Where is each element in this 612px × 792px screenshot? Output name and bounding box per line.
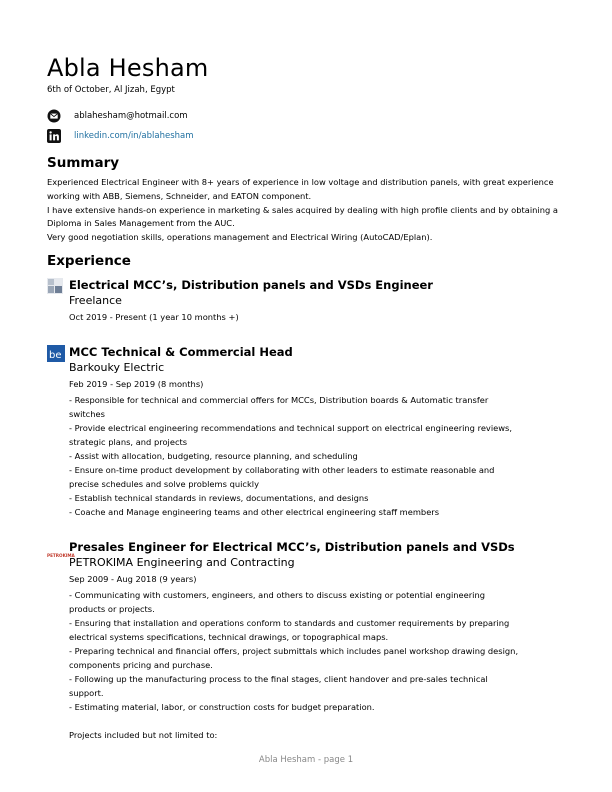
job-duty: - Coache and Manage engineering teams and other electrical engineering staff members — [69, 507, 440, 517]
petrokima-logo-text: PETROKIMA — [47, 553, 75, 558]
linkedin-row — [47, 129, 194, 143]
summary-heading: Summary — [47, 155, 120, 171]
job-duty: - Ensure on-time product development by collaborating with other leaders to estimate reasonable and precise schedules and solve problems quickly — [69, 465, 495, 489]
barkouky-logo-icon — [47, 345, 63, 361]
job-duty: - Establish technical standards in reviews, documentations, and designs — [69, 493, 369, 503]
summary-paragraph: Experienced Electrical Engineer with 8+ years of experience in low voltage and distribution panels, with great experience working with ABB, Siemens, Schneider, and EATON component. — [47, 177, 554, 201]
candidate-location: 6th of October, Al Jizah, Egypt — [47, 85, 175, 95]
job-duty: - Preparing technical and financial offers, project submittals which includes panel workshop drawing design, components pricing and purchase. — [69, 646, 519, 670]
page-footer: Abla Hesham - page 1 — [258, 755, 354, 765]
summary-paragraph: I have extensive hands-on experience in marketing & sales acquired by dealing with high profile clients and by obtaining a Diploma in Sales Management from the AUC. — [47, 204, 558, 229]
projects-label: Projects included but not limited to: — [69, 730, 218, 740]
summary-paragraph: Very good negotiation skills, operations management and Electrical Wiring (AutoCAD/Eplan). — [47, 232, 433, 243]
job-duty: - Ensuring that installation and operations conform to standards and customer requirements by preparing electrical systems specifications, technical drawings, or topographical maps. — [69, 618, 510, 642]
job-title: MCC Technical & Commercial Head — [69, 345, 293, 359]
job-title: Electrical MCC’s, Distribution panels and VSDs Engineer — [69, 278, 433, 292]
job-company: PETROKIMA Engineering and Contracting — [69, 556, 295, 569]
spacer — [69, 714, 521, 728]
job-entry — [47, 345, 577, 525]
petrokima-logo-icon — [47, 544, 75, 560]
summary-section — [47, 176, 577, 245]
job-company: Barkouky Electric — [69, 361, 165, 374]
job-duty: - Following up the manufacturing process to the final stages, client handover and pre-sales technical support. — [69, 674, 488, 698]
linkedin-link[interactable]: linkedin.com/in/ablahesham — [74, 131, 194, 141]
job-dates: Feb 2019 - Sep 2019 (8 months) — [69, 379, 204, 389]
job-duty: - Communicating with customers, engineers, and others to discuss existing or potential engineering products or projects. — [69, 590, 485, 614]
job-duty: - Provide electrical engineering recommendations and technical support on electrical engineering reviews, strategic plans, and projects — [69, 423, 512, 447]
job-entry — [47, 278, 577, 328]
barkouky-logo-text: be — [49, 350, 62, 361]
email-row — [47, 109, 188, 123]
job-duty: - Assist with allocation, budgeting, resource planning, and scheduling — [69, 451, 358, 461]
job-company: Freelance — [69, 294, 122, 307]
email-address[interactable]: ablahesham@hotmail.com — [74, 111, 188, 121]
experience-heading: Experience — [47, 253, 131, 269]
candidate-name: Abla Hesham — [47, 54, 209, 82]
linkedin-icon — [47, 129, 61, 143]
freelance-logo-icon — [47, 278, 63, 294]
job-description — [69, 588, 521, 742]
job-dates: Sep 2009 - Aug 2018 (9 years) — [69, 574, 197, 584]
job-dates: Oct 2019 - Present (1 year 10 months +) — [69, 312, 239, 322]
envelope-icon — [47, 109, 61, 123]
job-duty: - Estimating material, labor, or construction costs for budget preparation. — [69, 702, 375, 712]
job-duty: - Responsible for technical and commercial offers for MCCs, Distribution boards & Automatic transfer switches — [69, 395, 489, 419]
job-title: Presales Engineer for Electrical MCC’s, Distribution panels and VSDs — [69, 540, 515, 554]
job-entry — [47, 540, 577, 740]
job-description — [69, 393, 521, 519]
